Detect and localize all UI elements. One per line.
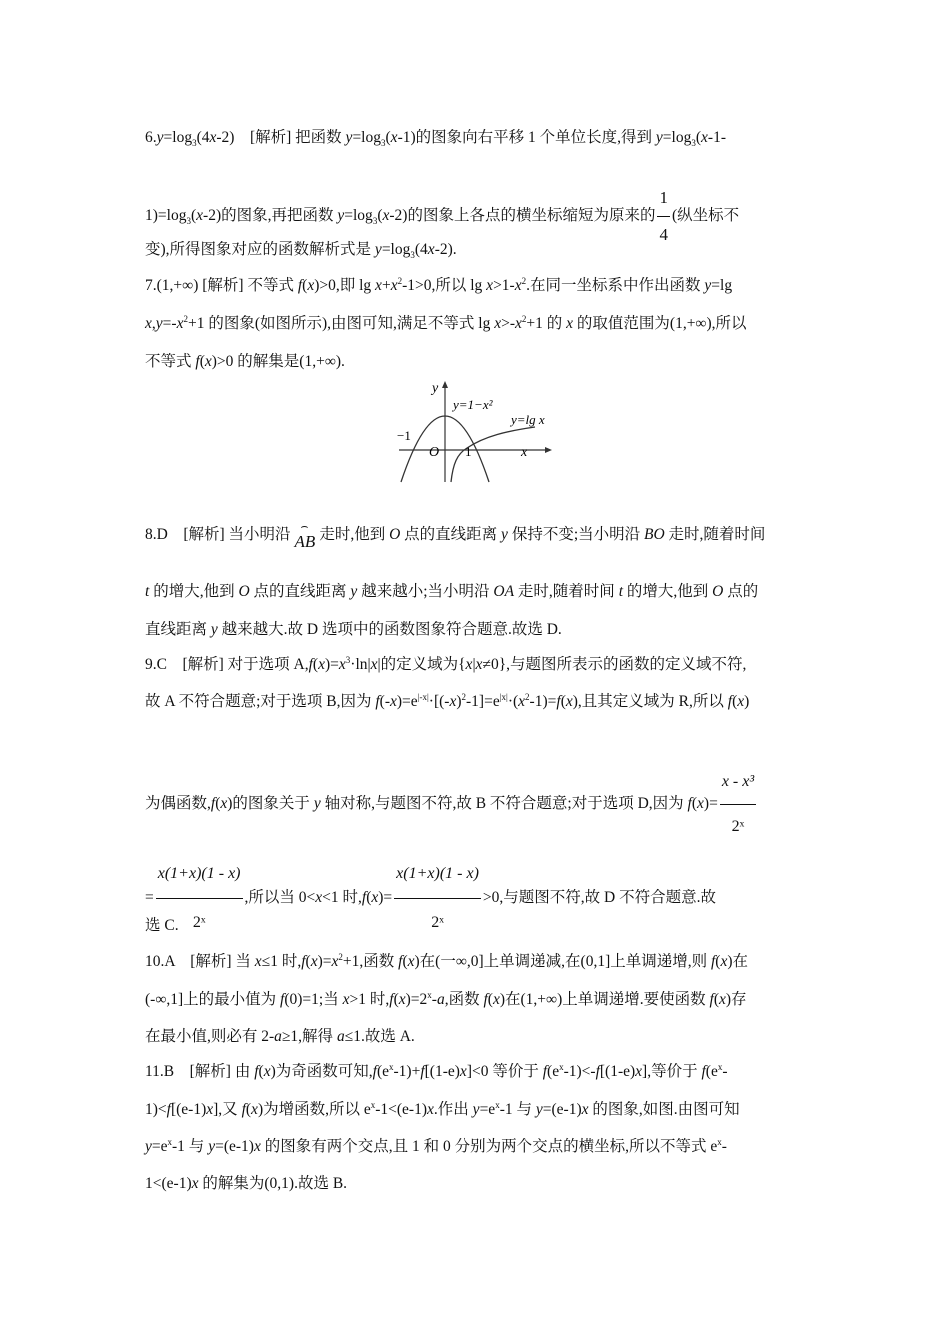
fraction-factored-1: $\frac{x(1+x)(1 - x)}{\text{2ˣ}}$ [156,850,243,947]
fraction-factored-2: $\frac{x(1+x)(1 - x)}{\text{2ˣ}}$ [394,850,481,947]
q9-line-2: 故 A 不符合题意;对于选项 B,因为 $f(-x)=e^{|-x|}\cdot[(-x)^2-1]=e^{|x|}\cdot(x^2-1)=f(x)$,且其定义域为 R,所以 f(x) [145,691,750,710]
q9-line-4: = $\frac{x(1+x)(1 - x)}{\text{2ˣ}}$ ,所以当 0<x<1 时,f(x)= $\frac{x(1+x)(1 - x)}{\text{2ˣ}}$ >0,与题图不符,故 D 不符合题意.故 [145,850,716,947]
q7-line-3: 不等式 f(x)>0 的解集是(1,+∞). [145,353,345,370]
parabola-label: y=1−x² [453,397,493,412]
one-label: 1 [465,444,472,459]
q7-line-1: 7.(1,+∞) [解析] 不等式 f(x)>0,即 $\lg x+x^2-1>0$,所以 $\lg x>1-x^2$.在同一坐标系中作出函数 y=lg [145,275,733,294]
x-axis-label: x [521,445,528,460]
q6-line-2: $1)=\log_3(x-2)$的图象,再把函数 $y=\log_3(x-2)$的图象上各点的横坐标缩短为原来的 $\frac{1}{4}$ (纵坐标不 [145,180,739,253]
function-graph [395,378,565,486]
q10-line-1: 10.A [解析] 当 x≤1 时$,f(x)=x^2+1$,函数 f(x)在(一∞,0]上单调递减,在(0,1]上单调递增,则 f(x)在 [145,951,749,970]
q10-line-2: (-∞,1]上的最小值为 f(0)=1;当 x>1 时$,f(x)=2^x-a$,函数 f(x)在(1,+∞)上单调递增.要使函数 f(x)存 [145,989,747,1008]
fraction-x-minus-x-cubed: $\frac{\text{x - x³}}{\text{2ˣ}}$ [720,760,756,849]
q10-line-3: 在最小值,则必有 2-a≥1,解得 a≤1.故选 A. [145,1028,415,1045]
origin-label: O [429,445,440,460]
q8-line-2: t 的增大,他到 O 点的直线距离 y 越来越小;当小明沿 OA 走时,随着时间 t 的增大,他到 O 点的 [145,583,759,600]
neg-one-label: −1 [397,428,411,443]
y-axis-label: y [432,381,439,396]
q8-line-3: 直线距离 y 越来越大.故 D 选项中的函数图象符合题意.故选 D. [145,621,562,638]
arc-ab: ⌢ AB [294,519,316,551]
q6-line-1: $6.y=\log_3(4x-2)$ [解析] 把函数 $y=\log_3(x-1)$的图象向右平移 1 个单位长度,得到 $y=\log_3(x-1-$ [145,129,726,149]
q6-line-3: 变),所得图象对应的函数解析式是 $y=\log_3(4x-2)$. [145,241,457,261]
q11-line-4: 1<(e-1)x 的解集为(0,1).故选 B. [145,1175,348,1192]
q7-line-2: $x,y=-x^2+1$ 的图象(如图所示),由图可知,满足不等式 $\lg x>-x^2+1$ 的 x 的取值范围为(1,+∞),所以 [145,313,747,332]
q9-line-1: 9.C [解析] 对于选项 $A,f(x)=x^3\cdot\ln|x|$的定义域为{x|x≠0},与题图所表示的函数的定义域不符, [145,654,747,673]
log-curve-label: y=lg x [511,412,545,427]
y-axis-arrow-icon [442,381,448,388]
q9-line-3: 为偶函数,f(x)的图象关于 y 轴对称,与题图不符,故 B 不符合题意;对于选项 D,因为 f(x)= $\frac{\text{x - x³}}{\text{2ˣ}}$ [145,760,758,849]
q9-line-5: 选 C. [145,917,179,934]
q11-line-3: $y=e^x-1$ 与 y=(e-1)x 的图象有两个交点,且 1 和 0 分别为两个交点的横坐标,所以不等式 $e^x-$ [145,1136,727,1155]
x-axis-arrow-icon [545,447,552,453]
q11-line-2: 1)<f[(e-1)x],又 f(x)为增函数,所以 $e^x-1<(e-1)x$.作出 $y=e^x-1$ 与 y=(e-1)x 的图象,如图.由图可知 [145,1099,740,1118]
fraction-one-quarter: $\frac{1}{4}$ [657,180,670,253]
q11-line-1: 11.B [解析] 由 f(x)为奇函数可知$,f(e^x-1)+f[(1-e)x]<0$ 等价于 $f(e^x-1)<-f[(1-e)x]$,等价于 $f(e^x-$ [145,1061,728,1080]
q8-line-1: 8.D [解析] 当小明沿 ⌢ AB 走时,他到 O 点的直线距离 y 保持不变;当小明沿 BO 走时,随着时间 [145,519,766,551]
